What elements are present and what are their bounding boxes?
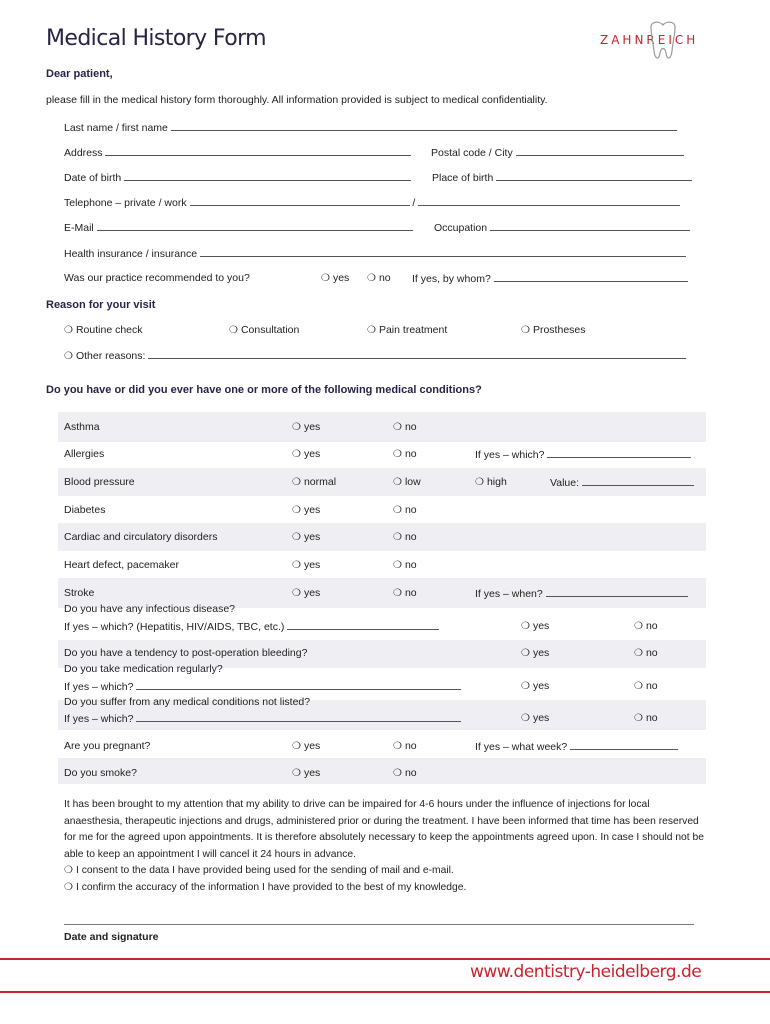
intro-text: please fill in the medical history form thoroughly. All information provided is subject to medical confidentiality. [46, 94, 548, 106]
band-row [58, 412, 706, 442]
diabetes-yes[interactable]: ❍ yes [292, 504, 321, 516]
stroke-when-label: If yes – when? [475, 588, 543, 600]
radio-circle-icon: ❍ [521, 621, 530, 632]
pregnant-week-label: If yes – what week? [475, 741, 568, 753]
address-field[interactable] [105, 146, 411, 156]
medication-which-field[interactable] [136, 680, 461, 690]
pregnant-yes[interactable]: ❍ yes [292, 740, 321, 752]
conditions-heading: Do you have or did you ever have one or more of the following medical conditions? [46, 384, 482, 396]
footer-divider [0, 958, 770, 960]
other-conditions-question: Do you suffer from any medical conditions not listed? [64, 696, 311, 708]
postal-field[interactable] [516, 146, 684, 156]
dob-label: Date of birth [64, 172, 122, 184]
cardiac-label: Cardiac and circulatory disorders [64, 531, 218, 543]
recommended-no[interactable]: ❍ no [367, 272, 391, 284]
infectious-no[interactable]: ❍ no [634, 620, 658, 632]
occupation-label: Occupation [434, 222, 488, 234]
bp-low[interactable]: ❍ low [393, 476, 421, 488]
stroke-no[interactable]: ❍ no [393, 587, 417, 599]
consent-paragraph: It has been brought to my attention that my ability to drive can be impaired for 4-6 hours under the influence of injections for local anaesthesia, therapeutic injections and drugs, administered prior or during the treatment. I have been informed that time has been reserved for me for the agreed upon appointments. It is therefore absolutely necessary to keep the appointments agreed upon. In case I should not be able to keep an appointment I will cancel it 24 hours in advance. [64, 799, 704, 860]
infectious-yes[interactable]: ❍ yes [521, 620, 550, 632]
page-title: Medical History Form [46, 26, 266, 51]
radio-circle-icon: ❍ [634, 713, 643, 724]
consent-block [64, 797, 704, 896]
radio-circle-icon: ❍ [292, 741, 301, 752]
consent-data-checkbox[interactable]: ❍ I consent to the data I have provided being used for the sending of mail and e-mail. [64, 865, 454, 876]
radio-circle-icon: ❍ [321, 273, 330, 284]
radio-circle-icon: ❍ [634, 681, 643, 692]
allergies-no[interactable]: ❍ no [393, 448, 417, 460]
logo: ZAHNREICH [600, 33, 699, 47]
radio-circle-icon: ❍ [292, 560, 301, 571]
bleeding-yes[interactable]: ❍ yes [521, 647, 550, 659]
radio-circle-icon: ❍ [393, 560, 402, 571]
radio-circle-icon: ❍ [393, 422, 402, 433]
signature-line[interactable] [64, 924, 694, 925]
radio-circle-icon: ❍ [634, 621, 643, 632]
stroke-label: Stroke [64, 587, 95, 599]
radio-circle-icon: ❍ [393, 741, 402, 752]
other-conditions-which-label: If yes – which? [64, 713, 134, 725]
other-conditions-yes[interactable]: ❍ yes [521, 712, 550, 724]
radio-circle-icon: ❍ [521, 648, 530, 659]
reason-heading: Reason for your visit [46, 299, 156, 311]
dob-field[interactable] [124, 171, 411, 181]
last-name-label: Last name / first name [64, 122, 168, 134]
reason-consultation[interactable]: ❍ Consultation [229, 324, 300, 336]
heart-label: Heart defect, pacemaker [64, 559, 179, 571]
by-whom-label: If yes, by whom? [412, 273, 491, 285]
radio-circle-icon: ❍ [521, 681, 530, 692]
telephone-label: Telephone – private / work [64, 197, 187, 209]
radio-circle-icon: ❍ [292, 449, 301, 460]
reason-prostheses[interactable]: ❍ Prostheses [521, 324, 586, 336]
band-row [58, 758, 706, 784]
radio-circle-icon: ❍ [393, 768, 402, 779]
infectious-which-field[interactable] [287, 620, 439, 630]
radio-circle-icon: ❍ [64, 865, 73, 876]
pregnant-no[interactable]: ❍ no [393, 740, 417, 752]
radio-circle-icon: ❍ [292, 422, 301, 433]
asthma-yes[interactable]: ❍ yes [292, 421, 321, 433]
consent-accuracy-checkbox[interactable]: ❍ I confirm the accuracy of the information I have provided to the best of my knowledge. [64, 881, 467, 893]
footer-divider [0, 991, 770, 993]
smoke-yes[interactable]: ❍ yes [292, 767, 321, 779]
asthma-no[interactable]: ❍ no [393, 421, 417, 433]
pregnant-label: Are you pregnant? [64, 740, 151, 752]
bp-label: Blood pressure [64, 476, 135, 488]
infectious-question: Do you have any infectious disease? [64, 603, 236, 615]
radio-circle-icon: ❍ [393, 477, 402, 488]
allergies-label: Allergies [64, 448, 105, 460]
radio-circle-icon: ❍ [634, 648, 643, 659]
radio-circle-icon: ❍ [393, 505, 402, 516]
other-reasons-label: Other reasons: [75, 350, 146, 362]
address-label: Address [64, 147, 103, 159]
radio-circle-icon: ❍ [521, 325, 530, 336]
insurance-field[interactable] [200, 247, 686, 257]
radio-circle-icon: ❍ [393, 532, 402, 543]
allergies-yes[interactable]: ❍ yes [292, 448, 321, 460]
other-conditions-no[interactable]: ❍ no [634, 712, 658, 724]
radio-circle-icon: ❍ [393, 588, 402, 599]
radio-circle-icon: ❍ [64, 325, 73, 336]
radio-circle-icon: ❍ [393, 449, 402, 460]
cardiac-no[interactable]: ❍ no [393, 531, 417, 543]
occupation-field[interactable] [490, 221, 690, 231]
radio-circle-icon: ❍ [229, 325, 238, 336]
bp-normal[interactable]: ❍ normal [292, 476, 337, 488]
tooth-icon [648, 21, 678, 63]
stroke-when-field[interactable] [546, 587, 688, 597]
radio-circle-icon[interactable]: ❍ [64, 351, 73, 362]
telephone-work-field[interactable] [418, 196, 680, 206]
other-reasons-field[interactable] [148, 349, 686, 359]
recommended-yes[interactable]: ❍ yes [321, 272, 350, 284]
reason-routine[interactable]: ❍ Routine check [64, 324, 143, 336]
medication-question: Do you take medication regularly? [64, 663, 223, 675]
diabetes-label: Diabetes [64, 504, 106, 516]
diabetes-no[interactable]: ❍ no [393, 504, 417, 516]
allergies-which-field[interactable] [547, 448, 691, 458]
by-whom-field[interactable] [494, 272, 688, 282]
radio-circle-icon: ❍ [292, 505, 301, 516]
radio-circle-icon: ❍ [367, 325, 376, 336]
allergies-which-label: If yes – which? [475, 449, 545, 461]
telephone-private-field[interactable] [190, 196, 410, 206]
smoke-label: Do you smoke? [64, 767, 137, 779]
other-conditions-which-field[interactable] [136, 712, 461, 722]
cardiac-yes[interactable]: ❍ yes [292, 531, 321, 543]
bp-high[interactable]: ❍ high [475, 476, 507, 488]
bp-value-field[interactable] [582, 476, 694, 486]
pregnant-week-field[interactable] [570, 740, 678, 750]
bleeding-no[interactable]: ❍ no [634, 647, 658, 659]
reason-pain[interactable]: ❍ Pain treatment [367, 324, 448, 336]
radio-circle-icon: ❍ [475, 477, 484, 488]
postal-label: Postal code / City [431, 147, 513, 159]
last-name-field[interactable] [171, 121, 677, 131]
smoke-no[interactable]: ❍ no [393, 767, 417, 779]
recommended-label: Was our practice recommended to you? [64, 272, 250, 284]
radio-circle-icon: ❍ [367, 273, 376, 284]
pob-field[interactable] [496, 171, 692, 181]
insurance-label: Health insurance / insurance [64, 248, 198, 260]
pob-label: Place of birth [432, 172, 494, 184]
radio-circle-icon: ❍ [292, 588, 301, 599]
email-field[interactable] [97, 221, 413, 231]
bp-value-label: Value: [550, 477, 579, 489]
medication-which-label: If yes – which? [64, 681, 134, 693]
medication-no[interactable]: ❍ no [634, 680, 658, 692]
email-label: E-Mail [64, 222, 94, 234]
infectious-which-label: If yes – which? (Hepatitis, HIV/AIDS, TBC, etc.) [64, 621, 285, 633]
greeting: Dear patient, [46, 68, 113, 80]
signature-label: Date and signature [64, 931, 159, 943]
bleeding-label: Do you have a tendency to post-operation bleeding? [64, 647, 308, 659]
radio-circle-icon: ❍ [292, 477, 301, 488]
medication-yes[interactable]: ❍ yes [521, 680, 550, 692]
radio-circle-icon: ❍ [64, 881, 73, 893]
radio-circle-icon: ❍ [521, 713, 530, 724]
heart-no[interactable]: ❍ no [393, 559, 417, 571]
asthma-label: Asthma [64, 421, 100, 433]
heart-yes[interactable]: ❍ yes [292, 559, 321, 571]
stroke-yes[interactable]: ❍ yes [292, 587, 321, 599]
radio-circle-icon: ❍ [292, 532, 301, 543]
website-link[interactable]: www.dentistry-heidelberg.de [470, 962, 702, 982]
radio-circle-icon: ❍ [292, 768, 301, 779]
telephone-slash: / [412, 197, 416, 209]
